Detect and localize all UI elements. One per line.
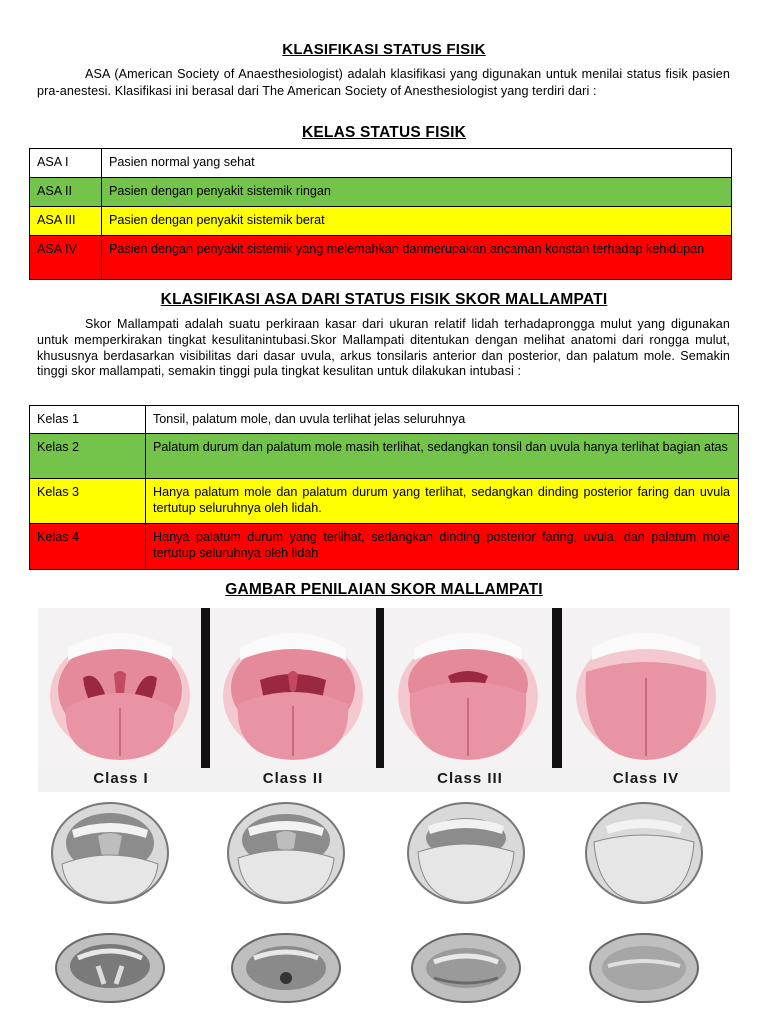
table-row [30,207,732,236]
mouth-photo-class-2 [210,608,376,768]
intro-text: ASA (American Society of Anaesthesiologist) adalah klasifikasi yang digunakan untuk menilai status fisik pasien pra-anestesi. Klasifikasi ini berasal dari The American Society of Anesthesiologist yang terdiri dari : [37,67,730,98]
asa-desc-cell: Pasien dengan penyakit sistemik yang melemahkan danmerupakan ancaman konstan terhadap kehidupan [102,236,732,280]
table-row [30,178,732,207]
class-label: Class I [93,770,149,787]
class-label: Class II [262,770,324,787]
mallampati-paragraph [37,317,730,380]
asa-class-cell: ASA II [30,178,102,207]
asa-class-cell: ASA I [30,149,102,178]
asa-section-title: KELAS STATUS FISIK [301,124,467,141]
table-row [30,149,732,178]
kelas-desc-cell: Palatum durum dan palatum mole masih terlihat, sedangkan tonsil dan uvula hanya terlihat bagian atas [146,434,739,479]
mouth-sketch-row [38,792,730,1014]
kelas-cell: Kelas 1 [30,406,146,434]
asa-desc-cell: Pasien normal yang sehat [102,149,732,178]
kelas-desc-cell: Hanya palatum mole dan palatum durum yang terlihat, sedangkan dinding posterior faring dan uvula tertutup seluruhnya oleh lidah. [146,479,739,524]
mallampati-table [29,405,739,570]
table-row [30,434,739,479]
mouth-photo-class-1 [38,608,201,768]
table-row [30,479,739,524]
mallampati-text: Skor Mallampati adalah suatu perkiraan kasar dari ukuran relatif lidah terhadaprongga mulut yang digunakan untuk memperkirakan tingkat kesulitanintubasi.Skor Mallampati ditentukan dengan melihat anatomi dari rongga mulut, khususnya berdasarkan visibilitas dari dasar uvula, arkus tonsilaris anterior dan posterior, dan palatum mole. Semakin tinggi skor mallampati, semakin tinggi pula tingkat kesulitan untuk dilakukan intubasi : [37,317,730,379]
asa-desc-cell: Pasien dengan penyakit sistemik ringan [102,178,732,207]
main-title: KLASIFIKASI STATUS FISIK [282,41,486,58]
table-row [30,406,739,434]
class-label-row [38,768,730,792]
class-label: Class IV [612,770,680,787]
kelas-cell: Kelas 3 [30,479,146,524]
kelas-cell: Kelas 2 [30,434,146,479]
table-row [30,524,739,570]
mouth-photo-class-4 [562,608,730,768]
kelas-desc-cell: Tonsil, palatum mole, dan uvula terlihat jelas seluruhnya [146,406,739,434]
mallampati-section-title: KLASIFIKASI ASA DARI STATUS FISIK SKOR MALLAMPATI [160,291,608,308]
kelas-desc-cell: Hanya palatum durum yang terlihat, sedangkan dinding posterior faring, uvula, dan palatum mole tertutup seluruhnya oleh lidah [146,524,739,570]
kelas-cell: Kelas 4 [30,524,146,570]
pharynx-sketch [38,928,730,1014]
intro-paragraph [37,66,730,100]
figure-title: GAMBAR PENILAIAN SKOR MALLAMPATI [225,581,543,598]
mouth-photo-row [38,608,730,768]
asa-class-cell: ASA IV [30,236,102,280]
asa-desc-cell: Pasien dengan penyakit sistemik berat [102,207,732,236]
asa-table [29,148,732,280]
mallampati-figure [38,608,730,1014]
mouth-sketch-open [38,798,730,908]
mouth-photo-class-3 [384,608,552,768]
class-label: Class III [437,770,503,787]
table-row [30,236,732,280]
asa-class-cell: ASA III [30,207,102,236]
